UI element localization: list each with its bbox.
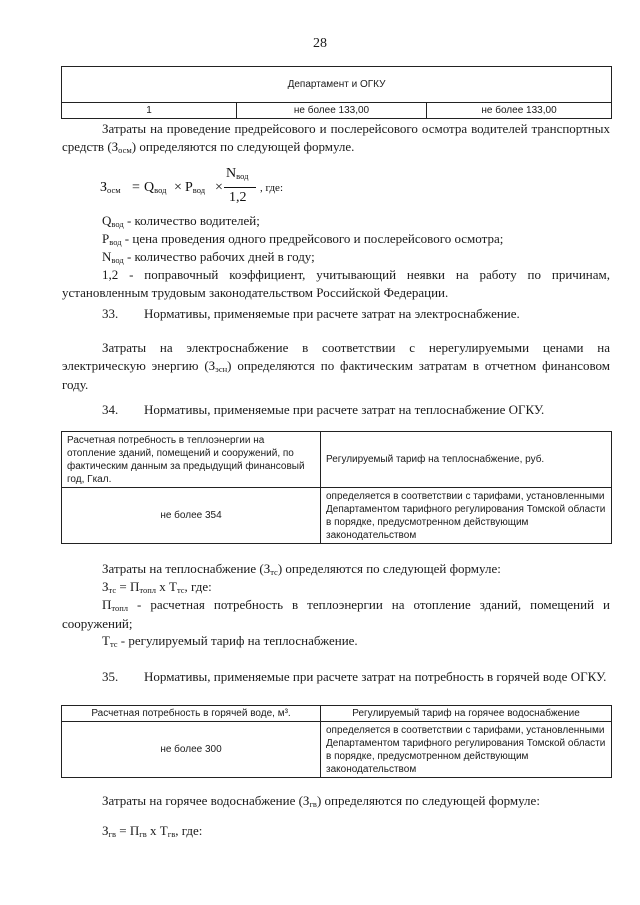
table-hot-water xyxy=(61,705,612,778)
table-heat-header-2: Регулируемый тариф на теплоснабжение, руб. xyxy=(321,432,612,488)
table-hot-water-value-1: не более 300 xyxy=(62,722,321,778)
table-top-header: Департамент и ОГКУ xyxy=(62,67,612,103)
section-35-heading: 35. Нормативы, применяемые при расчете затрат на потребность в горячей воде ОГКУ. xyxy=(102,669,607,684)
page-number: 28 xyxy=(313,36,327,51)
table-hot-water-header-2: Регулируемый тариф на горячее водоснабжение xyxy=(321,706,612,722)
table-hot-water-value-2: определяется в соответствии с тарифами, установленными Департаментом тарифного регулирования Томской области в порядке, предусмотренном действующим законодательством xyxy=(321,722,612,778)
table-top-cell: не более 133,00 xyxy=(427,103,612,119)
formula-osm: Зосм = Qвод × Pвод × Nвод 1,2 , где: xyxy=(100,166,283,205)
table-heat-value-1: не более 354 xyxy=(62,488,321,544)
table-heat xyxy=(61,431,612,544)
def-p-vod: Pвод - цена проведения одного предрейсового и послерейсового осмотра; xyxy=(102,231,504,247)
def-t-ts: Ттс - регулируемый тариф на теплоснабжение. xyxy=(102,633,358,649)
table-top xyxy=(61,66,612,119)
section-33-heading: 33. Нормативы, применяемые при расчете затрат на электроснабжение. xyxy=(102,306,520,321)
paragraph-osm-intro: Затраты на проведение предрейсового и послерейсового осмотра водителей транспортных средств (Зосм) определяются по следующей формуле. xyxy=(62,121,610,155)
def-q-vod: Qвод - количество водителей; xyxy=(102,213,260,229)
table-top-cell: 1 xyxy=(62,103,237,119)
table-top-cell: не более 133,00 xyxy=(237,103,427,119)
section-34-heading: 34. Нормативы, применяемые при расчете затрат на теплоснабжение ОГКУ. xyxy=(102,402,545,417)
paragraph-hot-water-formula-intro: Затраты на горячее водоснабжение (Згв) определяются по следующей формуле: xyxy=(102,793,540,809)
paragraph-heat-formula-intro: Затраты на теплоснабжение (Зтс) определяются по следующей формуле: xyxy=(102,561,501,577)
table-heat-value-2: определяется в соответствии с тарифами, установленными Департаментом тарифного регулирования Томской области в порядке, предусмотренном действующим законодательством xyxy=(321,488,612,544)
table-hot-water-header-1: Расчетная потребность в горячей воде, м³. xyxy=(62,706,321,722)
def-n-vod: Nвод - количество рабочих дней в году; xyxy=(102,249,315,265)
paragraph-electricity: Затраты на электроснабжение в соответствии с нерегулируемыми ценами на электрическую энергию (Зэсн) определяются по фактическим затратам в отчетном финансовом году. xyxy=(62,340,610,392)
def-p-topl: Птопл - расчетная потребность в теплоэнергии на отопление зданий, помещений и сооружений; xyxy=(62,597,610,631)
formula-hot-water: Згв = Пгв x Тгв, где: xyxy=(102,823,203,839)
paragraph-coefficient: 1,2 - поправочный коэффициент, учитывающий неявки на работу по причинам, установленным трудовым законодательством Российской Федерации. xyxy=(62,267,610,300)
table-heat-header-1: Расчетная потребность в теплоэнергии на отопление зданий, помещений и сооружений, по фактическим данным за предыдущий финансовый год, Гкал. xyxy=(62,432,321,488)
formula-heat: Зтс = Птопл x Ттс, где: xyxy=(102,579,212,595)
